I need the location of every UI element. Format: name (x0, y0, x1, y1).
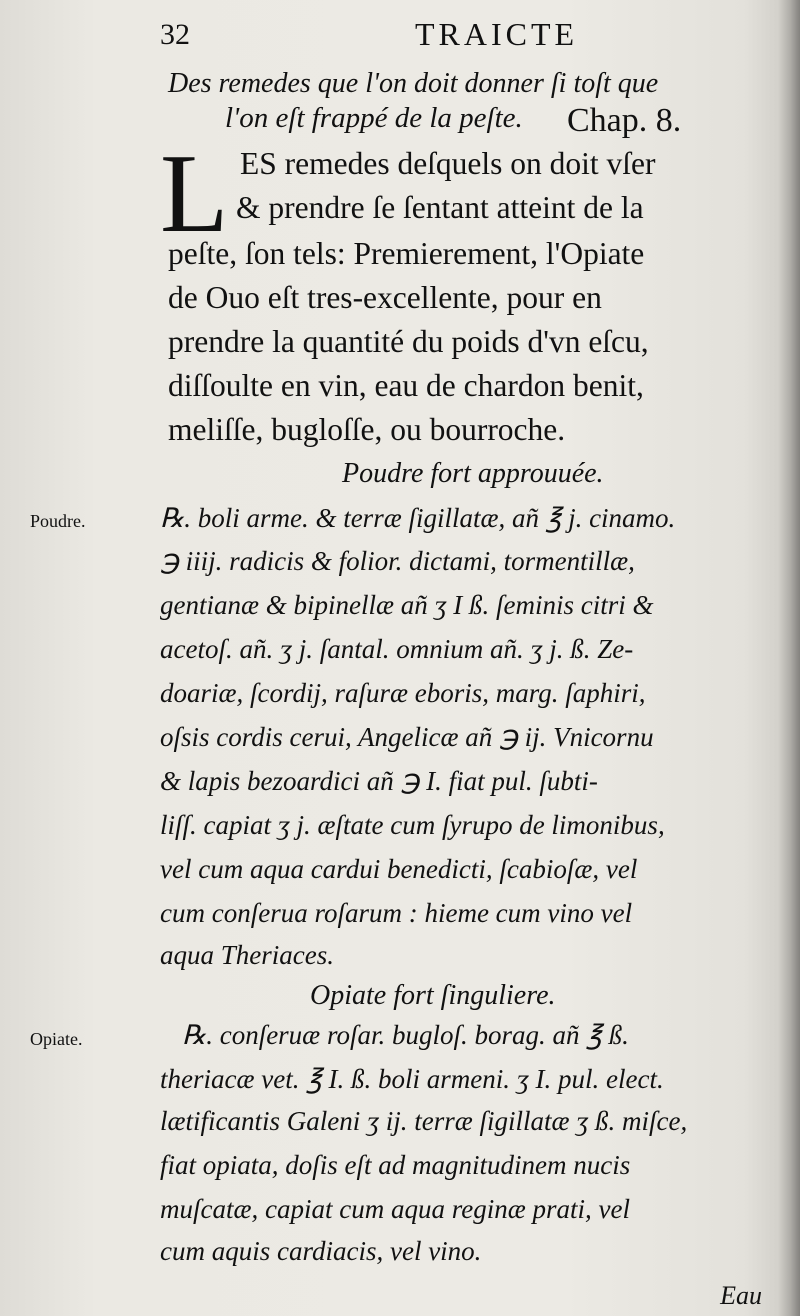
powder-line: cum conſerua roſarum : hieme cum vino vel (160, 898, 633, 928)
chapter-number: Chap. 8. (567, 102, 682, 139)
running-head: TRAICTE (415, 16, 579, 52)
intro-line: & prendre ſe ſentant atteint de la (236, 190, 644, 225)
powder-line: liſſ. capiat ʒ j. æſtate cum ſyrupo de limonibus, (160, 810, 665, 840)
powder-line: oſsis cordis cerui, Angelicæ añ ℈ ij. Vnicornu (160, 722, 654, 752)
opiate-line: muſcatæ, capiat cum aqua reginæ prati, vel (160, 1194, 630, 1224)
chapter-title-line-2: l'on eſt frappé de la peſte. (225, 102, 523, 134)
powder-line: acetoſ. añ. ʒ j. ſantal. omnium añ. ʒ j. ß. Ze- (160, 634, 634, 664)
section-heading-powder: Poudre fort approuuée. (342, 458, 604, 489)
drop-cap: L (160, 132, 229, 256)
intro-line: peſte, ſon tels: Premierement, l'Opiate (168, 236, 645, 271)
powder-line: ℞. boli arme. & terræ ſigillatæ, añ ℥ j. cinamo. (160, 503, 676, 533)
intro-line: de Ouo eſt tres-excellente, pour en (168, 280, 602, 315)
section-heading-opiate: Opiate fort ſinguliere. (310, 980, 556, 1011)
intro-line: diſſoulte en vin, eau de chardon benit, (168, 368, 644, 403)
powder-line: doariæ, ſcordij, raſuræ eboris, marg. ſaphiri, (160, 678, 646, 708)
powder-line: aqua Theriaces. (160, 940, 334, 970)
opiate-line: lætificantis Galeni ʒ ij. terræ ſigillatæ ʒ ß. miſce, (160, 1106, 688, 1136)
powder-line: ℈ iiij. radicis & folior. dictami, tormentillæ, (160, 546, 635, 576)
powder-line: & lapis bezoardici añ ℈ I. fiat pul. ſubti- (160, 766, 598, 796)
page-edge-shadow (778, 0, 800, 1316)
intro-line: meliſſe, bugloſſe, ou bourroche. (168, 412, 566, 447)
page-number: 32 (160, 18, 190, 51)
chapter-title-line-1: Des remedes que l'on doit donner ſi toſt que (168, 68, 659, 99)
opiate-line: theriacæ vet. ℥ I. ß. boli armeni. ʒ I. pul. elect. (160, 1064, 664, 1094)
opiate-line: ℞. conſeruæ roſar. bugloſ. borag. añ ℥ ß. (182, 1020, 629, 1050)
opiate-line: cum aquis cardiacis, vel vino. (160, 1236, 482, 1266)
margin-note-powder: Poudre. (30, 511, 86, 531)
intro-line: prendre la quantité du poids d'vn eſcu, (168, 324, 649, 359)
powder-line: gentianæ & bipinellæ añ ʒ I ß. ſeminis citri & (160, 590, 654, 620)
intro-line: ES remedes deſquels on doit vſer (240, 146, 656, 181)
margin-note-opiate: Opiate. (30, 1029, 83, 1049)
catchword: Eau (720, 1281, 762, 1310)
opiate-line: fiat opiata, doſis eſt ad magnitudinem nucis (160, 1150, 631, 1180)
powder-line: vel cum aqua cardui benedicti, ſcabioſæ, vel (160, 854, 638, 884)
